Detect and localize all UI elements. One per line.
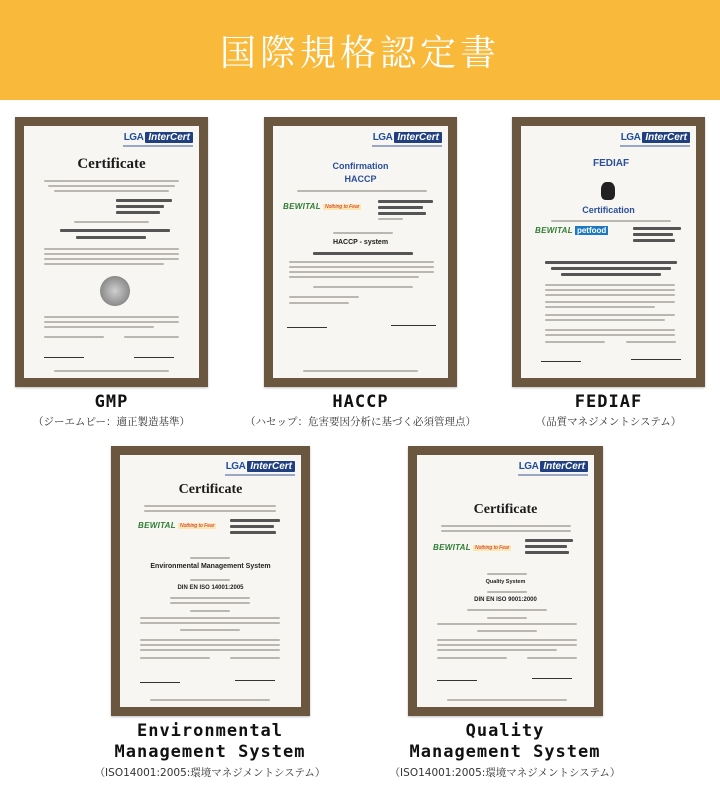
text-line [140, 649, 280, 651]
certificate-section: Quality System [485, 579, 526, 585]
text-line [467, 609, 547, 611]
text-line [545, 294, 675, 296]
caption-ems-sub: （ISO14001:2005:環境マネジメントシステム） [94, 767, 326, 779]
text-line [190, 610, 230, 612]
signature-left [287, 318, 327, 328]
text-line [527, 657, 577, 659]
text-line [545, 314, 675, 316]
text-line [551, 267, 671, 270]
text-line [289, 296, 359, 298]
text-line [44, 258, 179, 260]
text-line [333, 232, 393, 234]
text-line [140, 617, 280, 619]
text-line [289, 302, 349, 304]
certificate-heading-2: HACCP [344, 174, 377, 184]
text-line [150, 699, 270, 701]
caption-haccp-title: HACCP [332, 392, 389, 412]
text-line [180, 629, 240, 631]
signature-left [44, 348, 84, 358]
certificate-paper [24, 126, 199, 378]
text-line [545, 306, 655, 308]
bewital-tagline: Nothing to Fear [324, 203, 360, 210]
text-line [441, 530, 571, 532]
caption-haccp-sub: （ハセップ：危害要因分析に基づく必須管理点） [245, 416, 476, 428]
company-address [230, 519, 280, 534]
text-line [144, 505, 276, 507]
certificate-ems [111, 446, 310, 716]
text-line [545, 284, 675, 286]
text-line [60, 229, 170, 232]
company-address [525, 539, 573, 554]
caption-gmp-sub: （ジーエムピー：適正製造基準） [32, 416, 191, 428]
text-line [297, 190, 427, 192]
certificate-paper [521, 126, 696, 378]
text-line [140, 639, 280, 641]
text-line [289, 276, 419, 278]
caption-qms-sub: （ISO14001:2005:環境マネジメントシステム） [389, 767, 621, 779]
text-line [44, 253, 179, 255]
text-line [487, 591, 527, 593]
page-title: 国際規格認定書 [219, 32, 500, 74]
text-line [54, 370, 169, 372]
text-line [74, 221, 149, 223]
text-line [626, 341, 676, 343]
bewital-brand: BEWITAL [433, 543, 471, 552]
intercert-logo [519, 461, 588, 472]
text-line [140, 622, 280, 624]
caption-qms-title-1: Quality [465, 721, 545, 741]
certificate-standard: DIN EN ISO 14001:2005 [177, 585, 244, 591]
logo-underline [225, 474, 295, 476]
text-line [170, 602, 250, 604]
text-line [289, 261, 434, 263]
text-line [561, 273, 661, 276]
text-line [487, 617, 527, 619]
certificate-standard: DIN EN ISO 9001:2000 [474, 597, 537, 603]
text-line [44, 180, 179, 182]
caption-ems-title-2: Management System [114, 742, 306, 762]
bewital-brand: BEWITAL [138, 521, 176, 530]
lga-logo-text: LGA [372, 132, 393, 143]
company-address [378, 200, 433, 220]
intercert-logo-text: InterCert [642, 132, 690, 143]
text-line [76, 236, 146, 239]
text-line [140, 657, 210, 659]
text-line [551, 220, 671, 222]
signature-right [532, 669, 572, 679]
signature-right [235, 671, 275, 681]
bewital-tagline: Nothing to Fear [474, 544, 510, 551]
bewital-logo [535, 226, 608, 235]
intercert-logo-text: InterCert [540, 461, 588, 472]
caption-fediaf-sub: （品質マネジメントシステム） [535, 416, 682, 428]
text-line [437, 644, 577, 646]
gmp-seal-icon [100, 276, 130, 306]
bewital-logo [283, 202, 361, 211]
text-line [487, 573, 527, 575]
text-line [303, 370, 418, 372]
caption-fediaf-title: FEDIAF [574, 392, 643, 412]
lga-logo-text: LGA [225, 461, 246, 472]
certificate-paper [120, 455, 301, 707]
certificate-paper [417, 455, 594, 707]
certificate-heading: FEDIAF [593, 158, 630, 169]
certificate-gmp [15, 117, 208, 387]
lga-logo-text: LGA [620, 132, 641, 143]
caption-gmp-title: GMP [94, 392, 129, 412]
bewital-brand: BEWITAL [535, 226, 573, 235]
text-line [44, 316, 179, 318]
certificate-heading: Certificate [473, 502, 538, 517]
logo-underline [518, 474, 588, 476]
certificate-haccp [264, 117, 457, 387]
text-line [477, 630, 537, 632]
text-line [140, 644, 280, 646]
signature-left [437, 671, 477, 681]
bewital-brand: BEWITAL [283, 202, 321, 211]
text-line [230, 657, 280, 659]
caption-ems-title-1: Environmental [136, 721, 284, 741]
text-line [170, 597, 250, 599]
certificate-qms [408, 446, 603, 716]
text-line [289, 266, 434, 268]
certificate-paper [273, 126, 448, 378]
text-line [48, 185, 175, 187]
bewital-petfood: petfood [576, 226, 607, 235]
text-line [545, 341, 605, 343]
text-line [124, 336, 179, 338]
certificate-heading: Certificate [77, 156, 146, 172]
lga-logo-text: LGA [518, 461, 539, 472]
certificate-heading: Certificate [178, 482, 243, 497]
signature-right [391, 316, 436, 326]
text-line [545, 261, 677, 264]
bewital-logo [433, 543, 511, 552]
text-line [190, 579, 230, 581]
caption-qms-title-2: Management System [409, 742, 601, 762]
text-line [441, 525, 571, 527]
signature-right [134, 348, 174, 358]
lga-logo-text: LGA [123, 132, 144, 143]
logo-underline [123, 145, 193, 147]
intercert-logo [621, 132, 690, 143]
text-line [545, 329, 675, 331]
text-line [44, 336, 104, 338]
text-line [437, 639, 577, 641]
text-line [44, 248, 179, 250]
text-line [289, 271, 434, 273]
certificate-section: Environmental Management System [150, 563, 271, 570]
intercert-logo-text: InterCert [247, 461, 295, 472]
text-line [545, 301, 675, 303]
signature-left [140, 673, 180, 683]
company-address [116, 199, 172, 214]
signature-right [631, 350, 681, 360]
intercert-logo [373, 132, 442, 143]
certificate-heading: Confirmation [332, 161, 389, 171]
intercert-logo [226, 461, 295, 472]
text-line [545, 334, 675, 336]
text-line [313, 286, 413, 288]
page-header [0, 0, 720, 100]
text-line [44, 263, 164, 265]
signature-left [541, 352, 581, 362]
intercert-logo-text: InterCert [394, 132, 442, 143]
text-line [313, 252, 413, 255]
text-line [144, 510, 276, 512]
text-line [54, 190, 169, 192]
logo-underline [620, 145, 690, 147]
text-line [44, 326, 154, 328]
intercert-logo-text: InterCert [145, 132, 193, 143]
logo-underline [372, 145, 442, 147]
text-line [437, 649, 557, 651]
text-line [44, 321, 179, 323]
text-line [545, 289, 675, 291]
dog-icon [601, 182, 615, 200]
text-line [545, 319, 665, 321]
text-line [437, 623, 577, 625]
text-line [437, 657, 507, 659]
certificate-heading-2: Certification [582, 205, 635, 215]
intercert-logo [124, 132, 193, 143]
bewital-tagline: Nothing to Fear [179, 522, 215, 529]
text-line [447, 699, 567, 701]
company-address [633, 227, 681, 242]
certificate-fediaf [512, 117, 705, 387]
certificate-section: HACCP - system [332, 239, 389, 246]
bewital-logo [138, 521, 216, 530]
text-line [190, 557, 230, 559]
